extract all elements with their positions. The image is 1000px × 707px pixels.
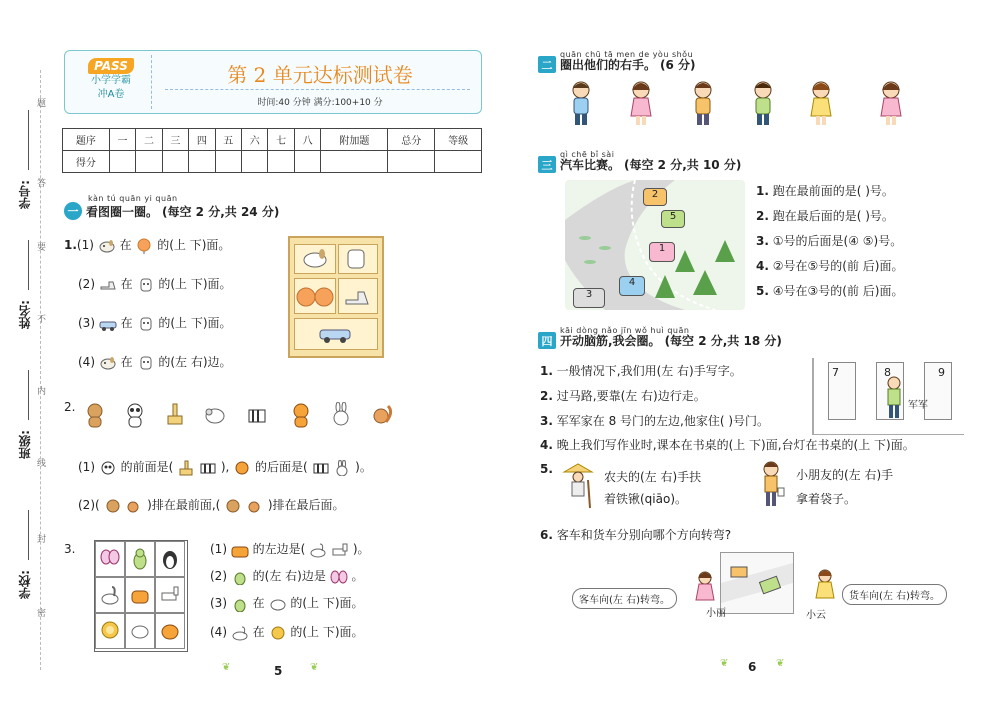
cut-mark: 内: [37, 387, 47, 397]
header-divider: [165, 89, 470, 90]
q3-line-c: [210, 594, 364, 612]
name-line: [28, 240, 29, 290]
dog-icon: [99, 355, 117, 371]
sheep-icon: [204, 402, 226, 428]
score-table-score-row: [63, 151, 482, 173]
xiaoyun-label: 小云: [806, 610, 826, 621]
cut-mark: 题: [37, 99, 47, 109]
tiger-icon: [130, 583, 150, 607]
parrot-icon: [130, 547, 150, 571]
q1-line-b: [78, 275, 232, 293]
door-number: 8: [884, 366, 891, 379]
section4-heading: [538, 332, 782, 349]
section1-pinyin: kàn tú quān yi quān: [88, 194, 178, 203]
brain-question-2: 2. 过马路,要靠(左 右)边行走。: [540, 389, 706, 403]
robot-icon: [137, 355, 155, 371]
horse-icon: [331, 542, 349, 558]
robot-icon: [344, 248, 368, 270]
q3b-label: (2): [210, 569, 227, 583]
section3-heading: [538, 156, 741, 173]
section3-title: 汽车比赛。: [560, 158, 621, 172]
score-cell: 八: [294, 129, 320, 151]
pumpkin-icon: [160, 619, 180, 643]
score-input-cell[interactable]: [388, 151, 435, 173]
tiger-icon: [231, 542, 249, 558]
race-car-1: 1: [649, 242, 675, 262]
score-cell: 四: [189, 129, 215, 151]
butterfly-icon: [100, 547, 120, 571]
q5-number: 5.: [540, 462, 553, 476]
xiaoli-label: 小丽: [706, 608, 726, 619]
bubble-left: 客车向(左 右)转弯。: [572, 588, 677, 609]
q6-line: 6. 客车和货车分别向哪个方向转弯?: [540, 528, 732, 542]
xiaoli-figure-icon: [692, 570, 718, 606]
leaf-decoration-icon: ❦: [720, 658, 729, 669]
leaf-decoration-icon: ❦: [310, 662, 319, 673]
q1-number: 1.: [64, 238, 77, 252]
race-car-4: 4: [619, 276, 645, 296]
lion-icon: [100, 619, 120, 643]
cut-mark: 密: [37, 609, 47, 619]
section4-badge: 四: [538, 332, 556, 349]
score-table-header-row: [63, 129, 482, 151]
score-input-cell[interactable]: [136, 151, 162, 173]
door-number: 9: [938, 366, 945, 379]
bear-icon: [84, 402, 106, 428]
q3c-end: 的(上 下)面。: [290, 596, 364, 610]
section2-badge: 二: [538, 56, 556, 73]
score-cell: 二: [136, 129, 162, 151]
cut-mark: 线: [37, 459, 47, 469]
zebra-icon: [199, 460, 217, 476]
q3-number: 3.: [64, 542, 76, 556]
section3-badge: 三: [538, 156, 556, 173]
xiaoyun-figure-icon: [812, 568, 838, 604]
panda-icon: [99, 460, 117, 476]
dog-icon: [300, 248, 330, 268]
butterfly-icon: [330, 569, 348, 585]
q3b-tail: 。: [351, 569, 364, 583]
section2-score: (6 分): [660, 58, 696, 72]
score-input-cell[interactable]: [241, 151, 267, 173]
q3a-mid: 的左边是(: [252, 542, 306, 556]
q1d-label: (4): [78, 355, 95, 369]
race-question-3: 3. ①号的后面是(④ ⑤)号。: [756, 234, 903, 248]
binding-strip: [6, 70, 50, 680]
class-line: [28, 370, 29, 420]
animal-grid: [94, 540, 188, 652]
section2-title: 圈出他们的右手。: [560, 58, 657, 72]
shoe-icon: [99, 277, 117, 293]
page-number-right: 6: [748, 660, 757, 674]
shoe-icon: [344, 286, 370, 308]
brain-question-3: 3. 军军家在 8 号门的左边,他家住( )号门。: [540, 414, 770, 428]
section4-score: (每空 2 分,共 18 分): [664, 334, 782, 348]
q1b-end: 的(上 下)面。: [158, 277, 232, 291]
car-icon: [318, 324, 352, 344]
balls-icon: [296, 286, 334, 308]
goose-icon: [100, 583, 120, 607]
zebra-icon: [246, 402, 268, 428]
cut-mark: 要: [37, 243, 47, 253]
parrot-icon: [231, 569, 249, 585]
class-label: 班级:: [18, 430, 32, 459]
cut-dashed-line: [40, 70, 41, 670]
tiger-icon: [290, 402, 312, 428]
score-input-cell[interactable]: [162, 151, 188, 173]
score-cell: 六: [241, 129, 267, 151]
bear-icon: [104, 498, 122, 514]
score-cell: 五: [215, 129, 241, 151]
test-header: [64, 50, 482, 114]
squirrel-icon: [246, 498, 264, 514]
q2b-mid: )排在最前面,(: [147, 498, 221, 512]
q1c-label: (3): [78, 316, 95, 330]
score-cell: 总分: [388, 129, 435, 151]
cut-mark: 答: [37, 179, 47, 189]
shelf-illustration: [288, 236, 384, 358]
test-title: 第 2 单元达标测试卷: [227, 63, 413, 87]
junjun-label: 军军: [908, 400, 928, 411]
farmer-text-2: 着铁锹(qiāo)。: [604, 492, 688, 506]
q3d-mid: 在: [252, 625, 265, 639]
sheep-icon: [269, 596, 287, 612]
brand-line: 小学学霸: [91, 75, 131, 86]
score-cell: 得分: [63, 151, 110, 173]
brain-question-4: 4. 晚上我们写作业时,课本在书桌的(上 下)面,台灯在书桌的(上 下)面。: [540, 438, 915, 452]
q2-line-b: [78, 496, 345, 514]
section3-score: (每空 2 分,共 10 分): [624, 158, 742, 172]
squirrel-icon: [125, 498, 143, 514]
q1a-mid: 在: [119, 238, 132, 252]
giraffe-icon: [164, 402, 186, 428]
score-input-cell[interactable]: [109, 151, 135, 173]
id-label: 学号:: [18, 180, 32, 209]
penguin-icon: [160, 547, 180, 571]
goose-icon: [309, 542, 327, 558]
q1d-mid: 在: [120, 355, 133, 369]
score-cell: 三: [162, 129, 188, 151]
section1-badge: 一: [64, 202, 82, 220]
score-cell: 等级: [435, 129, 482, 151]
q3d-end: 的(上 下)面。: [290, 625, 364, 639]
test-meta: 时间:40 分钟 满分:100+10 分: [257, 98, 383, 108]
zebra-icon: [312, 460, 330, 476]
q3-line-a: [210, 540, 370, 558]
girl-figure-icon[interactable]: [876, 80, 906, 126]
score-input-cell[interactable]: [268, 151, 294, 173]
car-icon: [99, 316, 117, 332]
child-figure-icon: [756, 460, 786, 510]
q1a-label: (1): [76, 238, 94, 252]
q1-line-a: [64, 236, 230, 254]
brand-block: [71, 55, 152, 109]
balloon-icon: [135, 238, 153, 254]
score-cell: 一: [109, 129, 135, 151]
score-cell: 附加题: [321, 129, 388, 151]
q2-line-a: [78, 458, 372, 476]
turning-vehicles-illustration: [720, 552, 794, 614]
race-question-1: 1. 跑在最前面的是( )号。: [756, 184, 894, 198]
score-input-cell[interactable]: [435, 151, 482, 173]
bear-icon: [224, 498, 242, 514]
robot-icon: [137, 316, 155, 332]
horse-icon: [160, 583, 180, 607]
door-illustration: [812, 358, 964, 435]
section4-title: 开动脑筋,我会圈。: [560, 334, 661, 348]
section1-title: 看图圈一圈。: [86, 204, 159, 219]
q1d-end: 的(左 右)边。: [158, 355, 232, 369]
score-table: [62, 128, 482, 173]
girl-figure-icon[interactable]: [626, 80, 656, 126]
q1-line-d: [78, 353, 232, 371]
giraffe-icon: [177, 460, 195, 476]
race-car-2: 2: [643, 188, 667, 206]
road-scene: [721, 553, 793, 613]
section4-pinyin: kāi dòng nǎo jīn wǒ huì quān: [560, 326, 690, 335]
rabbit-icon: [333, 460, 351, 476]
race-car-3: 3: [573, 288, 605, 308]
boy-figure-icon[interactable]: [748, 80, 778, 126]
section1-score: (每空 2 分,共 24 分): [162, 204, 280, 219]
score-cell: 七: [268, 129, 294, 151]
child-text-1: 小朋友的(左 右)手: [796, 468, 894, 482]
bubble-right: 货车向(左 右)转弯。: [842, 584, 947, 605]
race-car-5: 5: [661, 210, 685, 228]
boy-figure-icon[interactable]: [566, 80, 596, 126]
q1c-end: 的(上 下)面。: [158, 316, 232, 330]
brand-line: 冲A卷: [97, 89, 125, 100]
rabbit-icon: [330, 402, 352, 428]
q3a-end: )。: [352, 542, 370, 556]
girl-figure-icon[interactable]: [806, 80, 836, 126]
section1-heading: [64, 202, 279, 220]
lion-icon: [269, 625, 287, 641]
section3-pinyin: qì chē bǐ sài: [560, 150, 615, 159]
junjun-figure-icon: [882, 376, 906, 420]
id-line: [28, 110, 29, 170]
race-question-4: 4. ②号在⑤号的(前 后)面。: [756, 259, 904, 273]
cut-mark: 不: [37, 315, 47, 325]
cut-mark: 封: [37, 535, 47, 545]
pass-logo: PASS: [88, 58, 134, 74]
q2b-end: )排在最后面。: [267, 498, 345, 512]
q3d-label: (4): [210, 625, 227, 639]
q2a-mid3: 的后面是(: [254, 460, 308, 474]
section2-pinyin: quān chū tā men de yòu shǒu: [560, 50, 694, 59]
q2a-label: (1): [78, 460, 95, 474]
sheep-icon: [130, 619, 150, 643]
dog-icon: [98, 238, 116, 254]
q3-line-b: [210, 567, 364, 585]
score-cell: 题序: [63, 129, 110, 151]
q1b-label: (2): [78, 277, 95, 291]
car-race-illustration: [565, 180, 745, 310]
score-input-cell[interactable]: [321, 151, 388, 173]
robot-icon: [137, 277, 155, 293]
farmer-figure-icon: [560, 462, 596, 510]
q1-line-c: [78, 314, 232, 332]
name-label: 姓名:: [18, 300, 32, 329]
farmer-text-1: 农夫的(左 右)手扶: [604, 470, 702, 484]
q2a-mid1: 的前面是(: [120, 460, 174, 474]
q3a-label: (1): [210, 542, 227, 556]
q1b-mid: 在: [120, 277, 133, 291]
q3b-end: 的(左 右)边是: [252, 569, 326, 583]
panda-icon: [124, 402, 146, 428]
q2a-end: )。: [355, 460, 372, 474]
squirrel-icon: [372, 402, 394, 428]
parrot-icon: [231, 596, 249, 612]
q2-number: 2.: [64, 400, 76, 414]
school-line: [28, 510, 29, 560]
q3-line-d: [210, 623, 364, 641]
goose-icon: [231, 625, 249, 641]
brain-question-1: 1. 一般情况下,我们用(左 右)手写字。: [540, 364, 742, 378]
q3c-mid: 在: [252, 596, 265, 610]
q3c-label: (3): [210, 596, 227, 610]
leaf-decoration-icon: ❦: [222, 662, 231, 673]
q2b-start: (2)(: [78, 498, 100, 512]
boy-figure-icon[interactable]: [688, 80, 718, 126]
tiger-icon: [233, 460, 251, 476]
school-label: 学校:: [18, 570, 32, 599]
score-input-cell[interactable]: [215, 151, 241, 173]
score-input-cell[interactable]: [189, 151, 215, 173]
q2a-mid2: ),: [220, 460, 230, 474]
section2-heading: [538, 56, 696, 73]
leaf-decoration-icon: ❦: [776, 658, 785, 669]
race-question-5: 5. ④号在③号的(前 后)面。: [756, 284, 904, 298]
q1c-mid: 在: [120, 316, 133, 330]
child-text-2: 拿着袋子。: [796, 492, 857, 506]
page-number-left: 5: [274, 664, 283, 678]
door-number: 7: [832, 366, 839, 379]
score-input-cell[interactable]: [294, 151, 320, 173]
q1a-end: 的(上 下)面。: [157, 238, 231, 252]
race-question-2: 2. 跑在最后面的是( )号。: [756, 209, 894, 223]
